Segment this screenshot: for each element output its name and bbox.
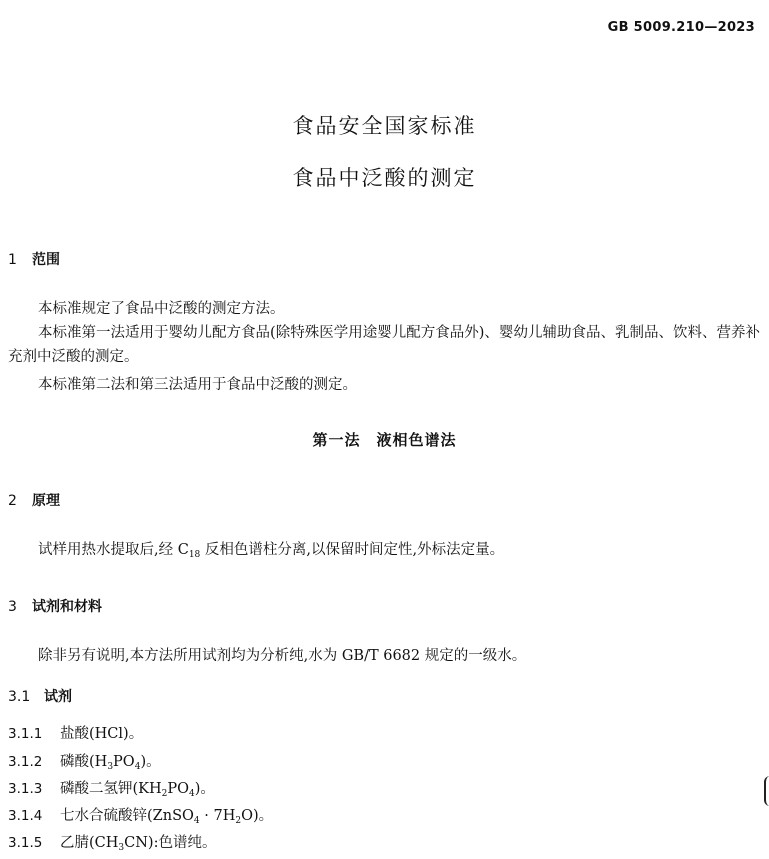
reagent-item: 3.1.4 七水合硫酸锌(ZnSO$_4$ · $7H_2O$)。: [8, 808, 274, 826]
document-title: 食品安全国家标准: [292, 114, 477, 138]
section-title: 原理: [32, 493, 60, 509]
scope-paragraph-3: 本标准第二法和第三法适用于食品中泛酸的测定。: [38, 377, 357, 393]
page-edge-mark: [764, 776, 769, 806]
method-1-title: 第一法 液相色谱法: [312, 431, 457, 449]
standard-code: GB 5009.210—2023: [607, 20, 755, 35]
section-3-heading: [8, 596, 102, 616]
reagents-intro-paragraph: 除非另有说明,本方法所用试剂均为分析纯,水为 GB/T 6682 规定的一级水。: [38, 648, 527, 664]
section-1-heading: [8, 249, 60, 269]
principle-paragraph: 试样用热水提取后,经 $C_{18}$ 反相色谱柱分离,以保留时间定性,外标法定量。: [38, 542, 505, 560]
reagent-item: 3.1.3 磷酸二氢钾$(KH_2PO_4)$。: [8, 781, 215, 799]
section-2-heading: [8, 490, 60, 510]
section-number: 1: [8, 252, 17, 268]
scope-paragraph-2: 本标准第一法适用于婴幼儿配方食品(除特殊医学用途婴儿配方食品外)、婴幼儿辅助食品、乳制品、饮料、营养补充剂中泛酸的测定。: [8, 325, 760, 365]
section-number: 3.1: [8, 689, 31, 705]
section-title: 试剂: [44, 689, 72, 705]
section-3-1-heading: [8, 686, 72, 706]
section-title: 范围: [32, 252, 60, 268]
scope-paragraph-1: 本标准规定了食品中泛酸的测定方法。: [38, 301, 285, 317]
reagent-item: 3.1.1 盐酸(HCl)。: [8, 726, 144, 742]
section-number: 2: [8, 493, 17, 509]
reagent-item: 3.1.5 乙腈$(CH_3CN)$:色谱纯。: [8, 835, 217, 853]
document-subtitle: 食品中泛酸的测定: [292, 166, 477, 190]
section-title: 试剂和材料: [32, 599, 102, 615]
reagent-item: 3.1.2 磷酸$(H_3PO_4)$。: [8, 754, 161, 772]
section-number: 3: [8, 599, 17, 615]
